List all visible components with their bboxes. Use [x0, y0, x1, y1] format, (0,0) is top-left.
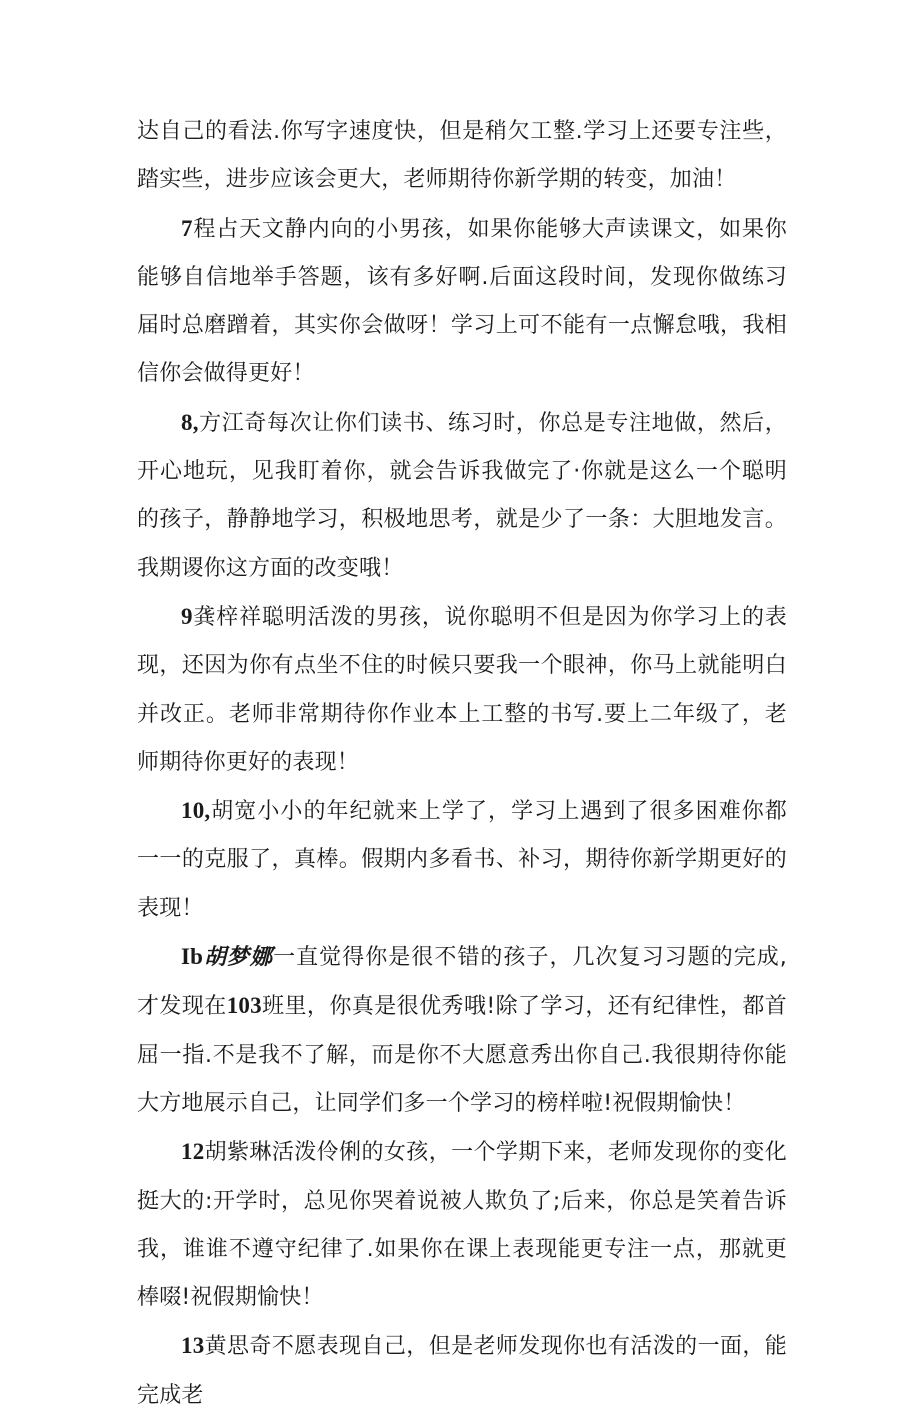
paragraph-text: 方江奇每次让你们读书、练习时，你总是专注地做，然后，开心地玩，见我盯着你，就会告诉我做完了·你就是这么一个聪明的孩子，静静地学习，积极地思考，就是少了一条：大胆地发言。我期谡你这方面的改变哦！: [137, 410, 787, 581]
paragraph-number: 9: [181, 603, 193, 629]
paragraph-9: [137, 593, 787, 787]
class-number: 103: [226, 993, 262, 1019]
paragraph-number: 10,: [181, 798, 211, 824]
paragraph-text-continued: 班里，你真是很优秀哦!除了学习，还有纪律性，都首屈一指.不是我不了解，而是你不大愿意秀出你自己.我很期待你能大方地展示自己，让同学们多一个学习的榜样啦!祝假期愉快！: [137, 994, 787, 1116]
paragraph-13: [137, 1322, 787, 1420]
paragraph-number: Ib: [181, 944, 204, 970]
paragraph-number: 13: [181, 1333, 205, 1359]
paragraph-text: 胡宽小小的年纪就来上学了，学习上遇到了很多困难你都一一的克服了，真棒。假期内多看书、补习，期待你新学期更好的表现！: [137, 799, 787, 921]
paragraph-continued: [137, 108, 787, 205]
comment-text-block: [137, 108, 787, 1420]
paragraph-text: 胡紫琳活泼伶俐的女孩，一个学期下来，老师发现你的变化挺大的:开学时，总见你哭着说被人欺负了;后来，你总是笑着告诉我，谁谁不遵守纪律了.如果你在课上表现能更专注一点，那就更棒啜!祝假期愉快！: [137, 1140, 787, 1311]
paragraph-11: [137, 933, 787, 1128]
paragraph-text: 达自己的看法.你写字速度快，但是稍欠工整.学习上还要专注些，踏实些，进步应该会更大，老师期待你新学期的转变，加油！: [137, 119, 787, 193]
paragraph-number: 8,: [181, 409, 199, 435]
paragraph-7: [137, 205, 787, 399]
paragraph-text: 龚梓祥聪明活泼的男孩，说你聪明不但是因为你学习上的表现，还因为你有点坐不住的时候只要我一个眼神，你马上就能明白并改正。老师非常期待你作业本上工整的书写.要上二年级了，老师期待你更好的表现！: [137, 604, 787, 775]
paragraph-number: 12: [181, 1139, 205, 1165]
paragraph-text: 程占天文静内向的小男孩，如果你能够大声读课文，如果你能够自信地举手答题，该有多好啊.后面这段时间，发现你做练习届时总磨蹭着，其实你会做呀！学习上可不能有一点懈怠哦，我相信你会做得更好！: [137, 216, 787, 387]
paragraph-8: [137, 399, 787, 593]
paragraph-text: 一直觉得你是很不错的孩子，几次复习习题的完成,才发现在: [137, 945, 787, 1020]
student-name: 胡梦娜: [203, 945, 274, 971]
paragraph-12: [137, 1128, 787, 1322]
paragraph-text: 黄思奇不愿表现自己，但是老师发现你也有活泼的一面，能完成老: [137, 1334, 787, 1408]
paragraph-number: 7: [181, 215, 193, 241]
paragraph-10: [137, 787, 787, 933]
